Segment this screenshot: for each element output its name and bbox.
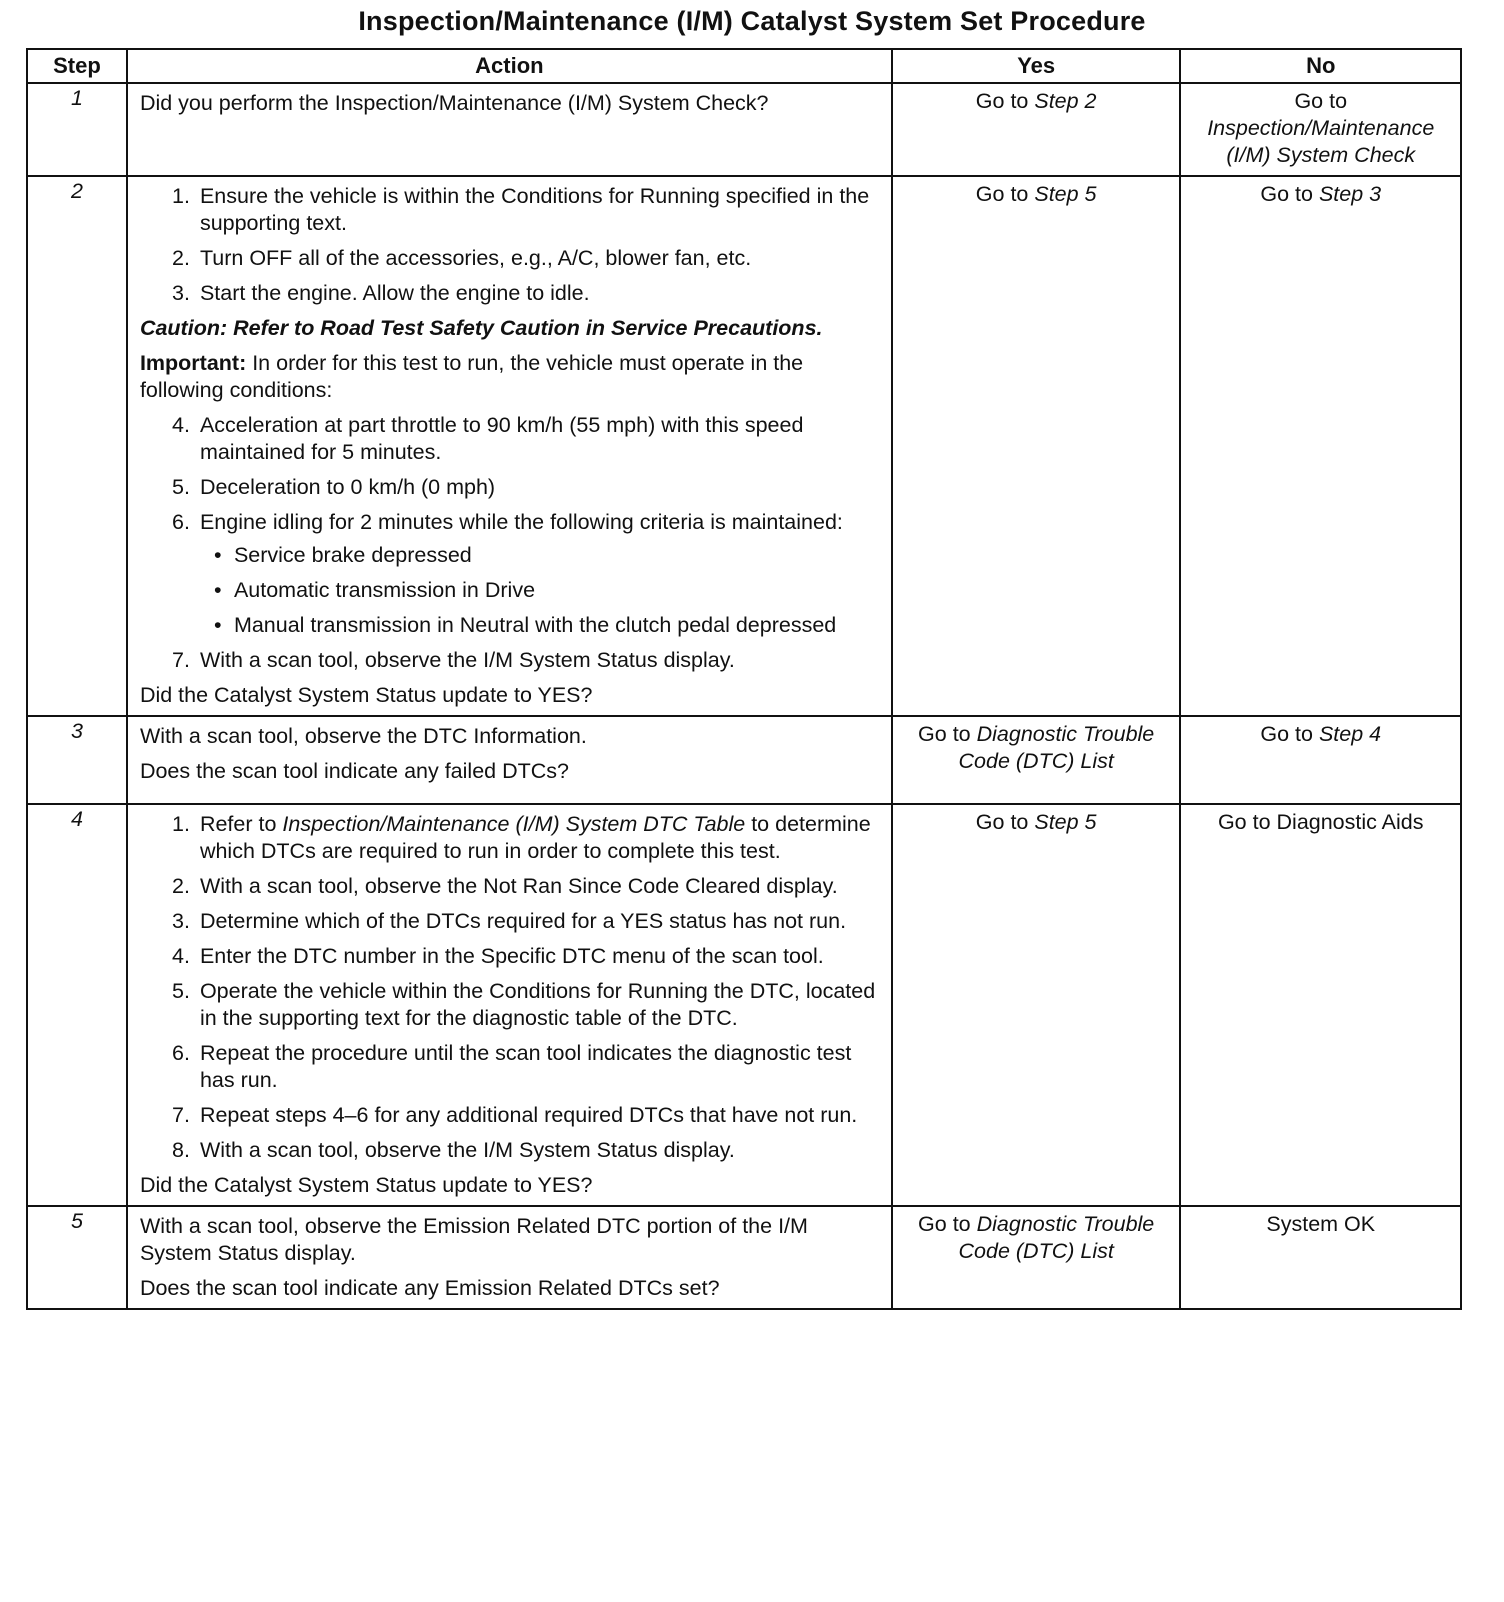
action-text: With a scan tool, observe the Emission Related DTC portion of the I/M System Status display. <box>139 1214 808 1265</box>
action-cell <box>127 716 892 804</box>
question-text: Did the Catalyst System Status update to YES? <box>139 1173 593 1197</box>
yes-cell <box>892 176 1181 716</box>
header-action: Action <box>127 49 892 83</box>
question-text: Did you perform the Inspection/Maintenance (I/M) System Check? <box>139 91 769 115</box>
yes-cell <box>892 716 1181 804</box>
list-item: 3. Start the engine. Allow the engine to idle. <box>196 280 883 307</box>
criteria-list <box>200 542 883 639</box>
bullet-item: • Service brake depressed <box>234 542 883 569</box>
step-number: 4 <box>27 804 127 1206</box>
no-cell <box>1180 176 1461 716</box>
header-no: No <box>1180 49 1461 83</box>
yes-prefix: Go to <box>975 810 1035 834</box>
list-item: 4. Acceleration at part throttle to 90 km/h (55 mph) with this speed maintained for 5 minutes. <box>196 412 883 466</box>
table-row <box>27 83 1461 176</box>
table-row <box>27 176 1461 716</box>
list-item: 8. With a scan tool, observe the I/M System Status display. <box>196 1137 883 1164</box>
no-link[interactable]: Go to Diagnostic Aids <box>1217 810 1424 834</box>
yes-prefix: Go to <box>975 182 1035 206</box>
list-item: 7. Repeat steps 4–6 for any additional required DTCs that have not run. <box>196 1102 883 1129</box>
list-item: 1. Ensure the vehicle is within the Conditions for Running specified in the supporting text. <box>196 183 883 237</box>
no-prefix: Go to <box>1260 182 1319 206</box>
important-label: Important: <box>139 351 247 375</box>
header-row <box>27 49 1461 83</box>
action-list <box>140 183 883 307</box>
list-item-suffix: to determine which DTCs are required to run in order to complete this test. <box>199 812 871 863</box>
list-item: 5. Deceleration to 0 km/h (0 mph) <box>196 474 883 501</box>
no-cell <box>1180 804 1461 1206</box>
no-link[interactable]: Step 3 <box>1318 182 1382 206</box>
list-item: 7. With a scan tool, observe the I/M System Status display. <box>196 647 883 674</box>
yes-link[interactable]: Step 5 <box>1034 182 1097 206</box>
bullet-item: • Automatic transmission in Drive <box>234 577 883 604</box>
action-text: With a scan tool, observe the DTC Information. <box>139 724 587 748</box>
list-item: 5. Operate the vehicle within the Conditions for Running the DTC, located in the supporting text for the diagnostic table of the DTC. <box>196 978 883 1032</box>
question-text: Does the scan tool indicate any failed DTCs? <box>139 759 569 783</box>
yes-link[interactable]: Diagnostic Trouble Code (DTC) List <box>958 1212 1155 1263</box>
no-cell <box>1180 1206 1461 1309</box>
bullet-item: • Manual transmission in Neutral with the clutch pedal depressed <box>234 612 883 639</box>
page-title: Inspection/Maintenance (I/M) Catalyst System Set Procedure <box>358 6 1146 36</box>
no-link[interactable]: Step 4 <box>1318 722 1382 746</box>
no-result: System OK <box>1266 1212 1376 1236</box>
list-item <box>196 509 883 639</box>
yes-link[interactable]: Diagnostic Trouble Code (DTC) List <box>958 722 1155 773</box>
action-list <box>140 811 883 1164</box>
important-text: In order for this test to run, the vehicle must operate in the following conditions: <box>139 351 804 402</box>
list-item: 6. Repeat the procedure until the scan tool indicates the diagnostic test has run. <box>196 1040 883 1094</box>
no-link[interactable]: Inspection/Maintenance (I/M) System Check <box>1207 116 1435 167</box>
step-number: 2 <box>27 176 127 716</box>
step-number: 1 <box>27 83 127 176</box>
no-prefix: Go to <box>1294 89 1348 113</box>
table-row <box>27 716 1461 804</box>
action-cell <box>127 83 892 176</box>
action-list <box>140 647 883 674</box>
list-item-text: Engine idling for 2 minutes while the following criteria is maintained: <box>199 510 843 534</box>
header-step: Step <box>27 49 127 83</box>
procedure-table <box>26 48 1462 1310</box>
list-item: 4. Enter the DTC number in the Specific DTC menu of the scan tool. <box>196 943 883 970</box>
yes-link[interactable]: Step 5 <box>1034 810 1097 834</box>
no-cell <box>1180 716 1461 804</box>
dtc-table-link[interactable]: Inspection/Maintenance (I/M) System DTC Table <box>282 812 746 836</box>
question-text: Does the scan tool indicate any Emission Related DTCs set? <box>139 1276 720 1300</box>
step-number: 3 <box>27 716 127 804</box>
action-cell <box>127 1206 892 1309</box>
important-note <box>140 350 883 404</box>
action-cell <box>127 804 892 1206</box>
no-prefix: Go to <box>1260 722 1319 746</box>
table-row <box>27 804 1461 1206</box>
no-cell <box>1180 83 1461 176</box>
step-number: 5 <box>27 1206 127 1309</box>
question-text: Did the Catalyst System Status update to YES? <box>139 683 593 707</box>
list-item: 2. With a scan tool, observe the Not Ran Since Code Cleared display. <box>196 873 883 900</box>
yes-cell <box>892 804 1181 1206</box>
table-row <box>27 1206 1461 1309</box>
list-item <box>196 811 883 865</box>
yes-prefix: Go to <box>975 89 1035 113</box>
yes-prefix: Go to <box>918 722 977 746</box>
yes-prefix: Go to <box>918 1212 977 1236</box>
list-item: 3. Determine which of the DTCs required for a YES status has not run. <box>196 908 883 935</box>
action-list <box>140 412 883 639</box>
yes-cell <box>892 1206 1181 1309</box>
list-item-prefix: Refer to <box>199 812 283 836</box>
yes-cell <box>892 83 1181 176</box>
caution-text: Caution: Refer to Road Test Safety Caution in Service Precautions. <box>139 316 823 340</box>
header-yes: Yes <box>892 49 1181 83</box>
yes-link[interactable]: Step 2 <box>1034 89 1097 113</box>
action-cell <box>127 176 892 716</box>
list-item: 2. Turn OFF all of the accessories, e.g., A/C, blower fan, etc. <box>196 245 883 272</box>
